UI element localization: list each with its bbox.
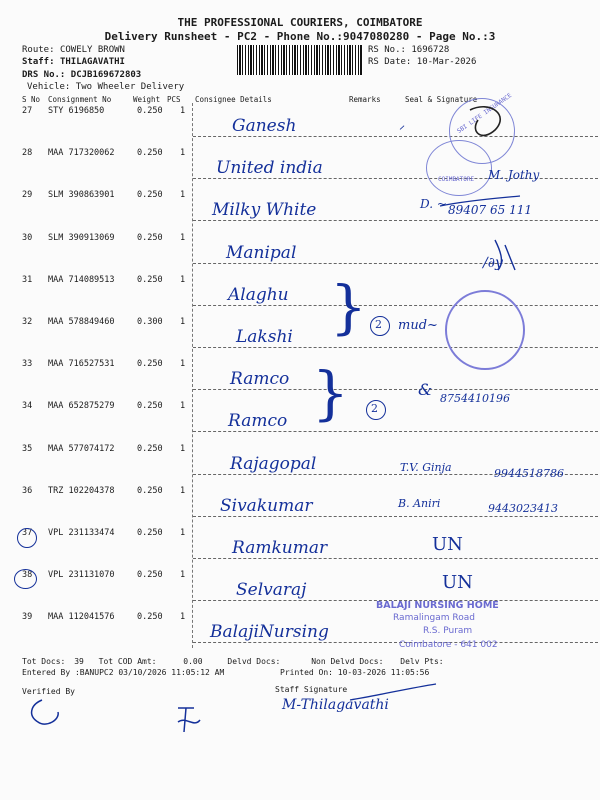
- round-stamp-top: SBI LIFE INSURANCE: [455, 91, 514, 136]
- col-pcs: PCS: [167, 95, 181, 104]
- row36-signature: B. Aniri: [398, 497, 441, 510]
- tot-cod-label: Tot COD Amt:: [98, 657, 157, 666]
- row30-seal-scribble: [495, 240, 515, 270]
- row-consignment-no: MAA 652875279: [48, 401, 115, 412]
- route-label: Route:: [22, 45, 55, 55]
- row-weight: 0.250: [137, 570, 163, 581]
- non-delvd-docs-label: Non Delvd Docs:: [311, 657, 384, 666]
- row-consignment-no: MAA 578849460: [48, 317, 115, 327]
- staff-signature-label: Staff Signature: [275, 685, 348, 694]
- row-sno: 31: [22, 274, 33, 285]
- row-consignment-no: SLM 390913069: [48, 232, 115, 243]
- row-pcs: 1: [180, 106, 186, 116]
- company-title: THE PROFESSIONAL COURIERS, COIMBATORE: [177, 16, 423, 29]
- row-sno: 38: [22, 570, 33, 581]
- row-consignment-no: MAA 714089513: [48, 274, 115, 285]
- row-consignment-no: VPL 231131070: [48, 570, 115, 581]
- tot-docs-value: 39: [74, 657, 84, 666]
- row-pcs: 1: [180, 443, 186, 454]
- row-consignee-handwritten: BalajiNursing: [210, 622, 329, 643]
- col-sno: S No: [22, 95, 41, 104]
- row-consignment-no: MAA 717320062: [48, 148, 115, 159]
- row-pcs: 1: [180, 485, 186, 496]
- row37-mark: UN: [432, 534, 463, 555]
- row30-signature-mark: ∕∂y: [483, 255, 503, 271]
- row-sno: 29: [22, 190, 33, 201]
- row-pcs: 1: [180, 190, 186, 201]
- row-sno: 36: [22, 485, 33, 496]
- brace-33-34: }: [312, 359, 349, 427]
- rs-no-label: RS No.:: [368, 45, 406, 55]
- row-consignee-handwritten: Lakshi: [236, 327, 293, 347]
- row-consignee-handwritten: Milky White: [212, 200, 317, 221]
- row-consignment-no: MAA 112041576: [48, 612, 115, 623]
- row-consignee-handwritten: Alaghu: [228, 284, 289, 305]
- row-weight: 0.250: [137, 359, 163, 370]
- row32-signature-mark: mud~: [398, 318, 438, 333]
- entered-by: Entered By :BANUPC2 03/10/2026 11:05:12 AM: [22, 668, 225, 677]
- row27-seal-scribble: [470, 107, 500, 136]
- row-consignee-handwritten: United india: [216, 158, 323, 179]
- verifier-signature-1: [32, 700, 59, 724]
- rs-date-value: 10-Mar-2026: [416, 57, 477, 67]
- row-pcs: 1: [180, 612, 186, 623]
- row34-count: 2: [371, 402, 378, 415]
- row34-phone: 8754410196: [440, 392, 510, 405]
- row-pcs: 1: [180, 317, 186, 327]
- row-sno: 28: [22, 148, 33, 159]
- stamp-line-1: BALAJI NURSING HOME: [376, 600, 499, 611]
- row35-signature: T.V. Ginja: [400, 461, 452, 474]
- row-consignment-no: MAA 577074172: [48, 443, 115, 454]
- row-sno: 39: [22, 612, 33, 623]
- staff-signature-underline: [350, 684, 436, 700]
- row-consignment-no: SLM 390863901: [48, 190, 115, 201]
- row-pcs: 1: [180, 528, 186, 538]
- delvd-docs-label: Delvd Docs:: [227, 657, 281, 666]
- row-weight: 0.250: [137, 528, 163, 538]
- drs-value: DCJB169672803: [70, 70, 142, 80]
- row-weight: 0.250: [137, 401, 163, 412]
- delv-pts-label: Delv Pts:: [400, 657, 444, 666]
- row-weight: 0.250: [137, 190, 163, 201]
- staff-signature-hand: M-Thilagavathi: [282, 697, 389, 713]
- row-weight: 0.250: [137, 232, 163, 243]
- row-weight: 0.250: [137, 274, 163, 285]
- verified-by-label: Verified By: [22, 687, 75, 696]
- col-seal: Seal & Signature: [405, 95, 478, 104]
- runsheet-subtitle: Delivery Runsheet - PC2 - Phone No.:9047080280 - Page No.:3: [104, 30, 496, 43]
- col-consignment: Consignment No: [48, 95, 112, 104]
- vehicle-value: Two Wheeler Delivery: [75, 82, 185, 92]
- row29-signature-underline: [440, 196, 520, 206]
- row-consignee-handwritten: Selvaraj: [236, 580, 307, 601]
- row-pcs: 1: [180, 148, 186, 159]
- row29-phone: 89407 65 111: [448, 203, 532, 217]
- row-consignee-handwritten: Manipal: [226, 242, 297, 263]
- printed-on: Printed On: 10-03-2026 11:05:56: [280, 668, 430, 677]
- col-consignee: Consignee Details: [195, 95, 272, 104]
- tot-cod-value: 0.00: [183, 657, 203, 666]
- row-pcs: 1: [180, 359, 186, 370]
- row-consignee-handwritten: Sivakumar: [220, 495, 313, 516]
- row27-remark-mark: ᐟ: [398, 123, 404, 137]
- row-pcs: 1: [180, 232, 186, 243]
- row-consignee-handwritten: Rajagopal: [230, 453, 317, 474]
- row-weight: 0.250: [137, 106, 163, 116]
- row-weight: 0.250: [137, 148, 163, 159]
- row-sno: 34: [22, 401, 33, 412]
- row-consignee-handwritten: Ramco: [230, 369, 290, 390]
- row36-phone: 9443023413: [488, 502, 558, 515]
- stamp-line-3: R.S. Puram: [423, 626, 473, 636]
- row-consignment-no: TRZ 102204378: [48, 485, 115, 496]
- row-pcs: 1: [180, 401, 186, 412]
- drs-label: DRS No.:: [22, 70, 66, 80]
- row-weight: 0.250: [137, 443, 163, 454]
- round-stamp-bottom: COIMBATORE: [438, 176, 475, 183]
- stamp-line-2: Ramalingam Road: [393, 613, 475, 623]
- row-sno: 37: [22, 528, 33, 538]
- tot-docs-label: Tot Docs:: [22, 657, 66, 666]
- row-consignee-handwritten: Ramkumar: [232, 538, 328, 558]
- rs-date-label: RS Date:: [368, 57, 412, 67]
- row-consignment-no: VPL 231133474: [48, 528, 115, 538]
- row-pcs: 1: [180, 570, 186, 581]
- vehicle-label: Vehicle:: [27, 82, 71, 92]
- verifier-signature-2: [178, 708, 200, 732]
- row-weight: 0.250: [137, 612, 163, 623]
- row-pcs: 1: [180, 274, 186, 285]
- row-consignee-handwritten: Ramco: [228, 411, 288, 432]
- rs-no-value: 1696728: [411, 45, 450, 55]
- row38-mark: UN: [442, 572, 473, 593]
- row-consignee-handwritten: Ganesh: [232, 116, 297, 136]
- row35-phone: 9944518786: [494, 467, 564, 480]
- row-sno: 30: [22, 232, 33, 243]
- row31-count: 2: [375, 318, 382, 331]
- row29-signature-mark: D. ~: [420, 197, 447, 211]
- row-sno: 27: [22, 106, 33, 116]
- row-weight: 0.300: [137, 317, 163, 327]
- stamp-line-4: Coimbatore - 641 002: [399, 640, 498, 650]
- row33-signature-mark: &: [418, 380, 433, 399]
- staff-label: Staff:: [22, 57, 55, 67]
- col-weight: Weight: [133, 95, 161, 104]
- row-sno: 35: [22, 443, 33, 454]
- route-value: COWELY BROWN: [59, 45, 125, 55]
- row-consignment-no: MAA 716527531: [48, 359, 115, 370]
- col-remarks: Remarks: [349, 95, 381, 104]
- brace-31-32: }: [330, 273, 367, 341]
- row-sno: 32: [22, 317, 33, 327]
- staff-value: THILAGAVATHI: [59, 57, 125, 67]
- row28-signature: M. Jothy: [488, 168, 540, 182]
- row-sno: 33: [22, 359, 33, 370]
- row-weight: 0.250: [137, 485, 163, 496]
- row-consignment-no: STY 6196850: [48, 106, 105, 116]
